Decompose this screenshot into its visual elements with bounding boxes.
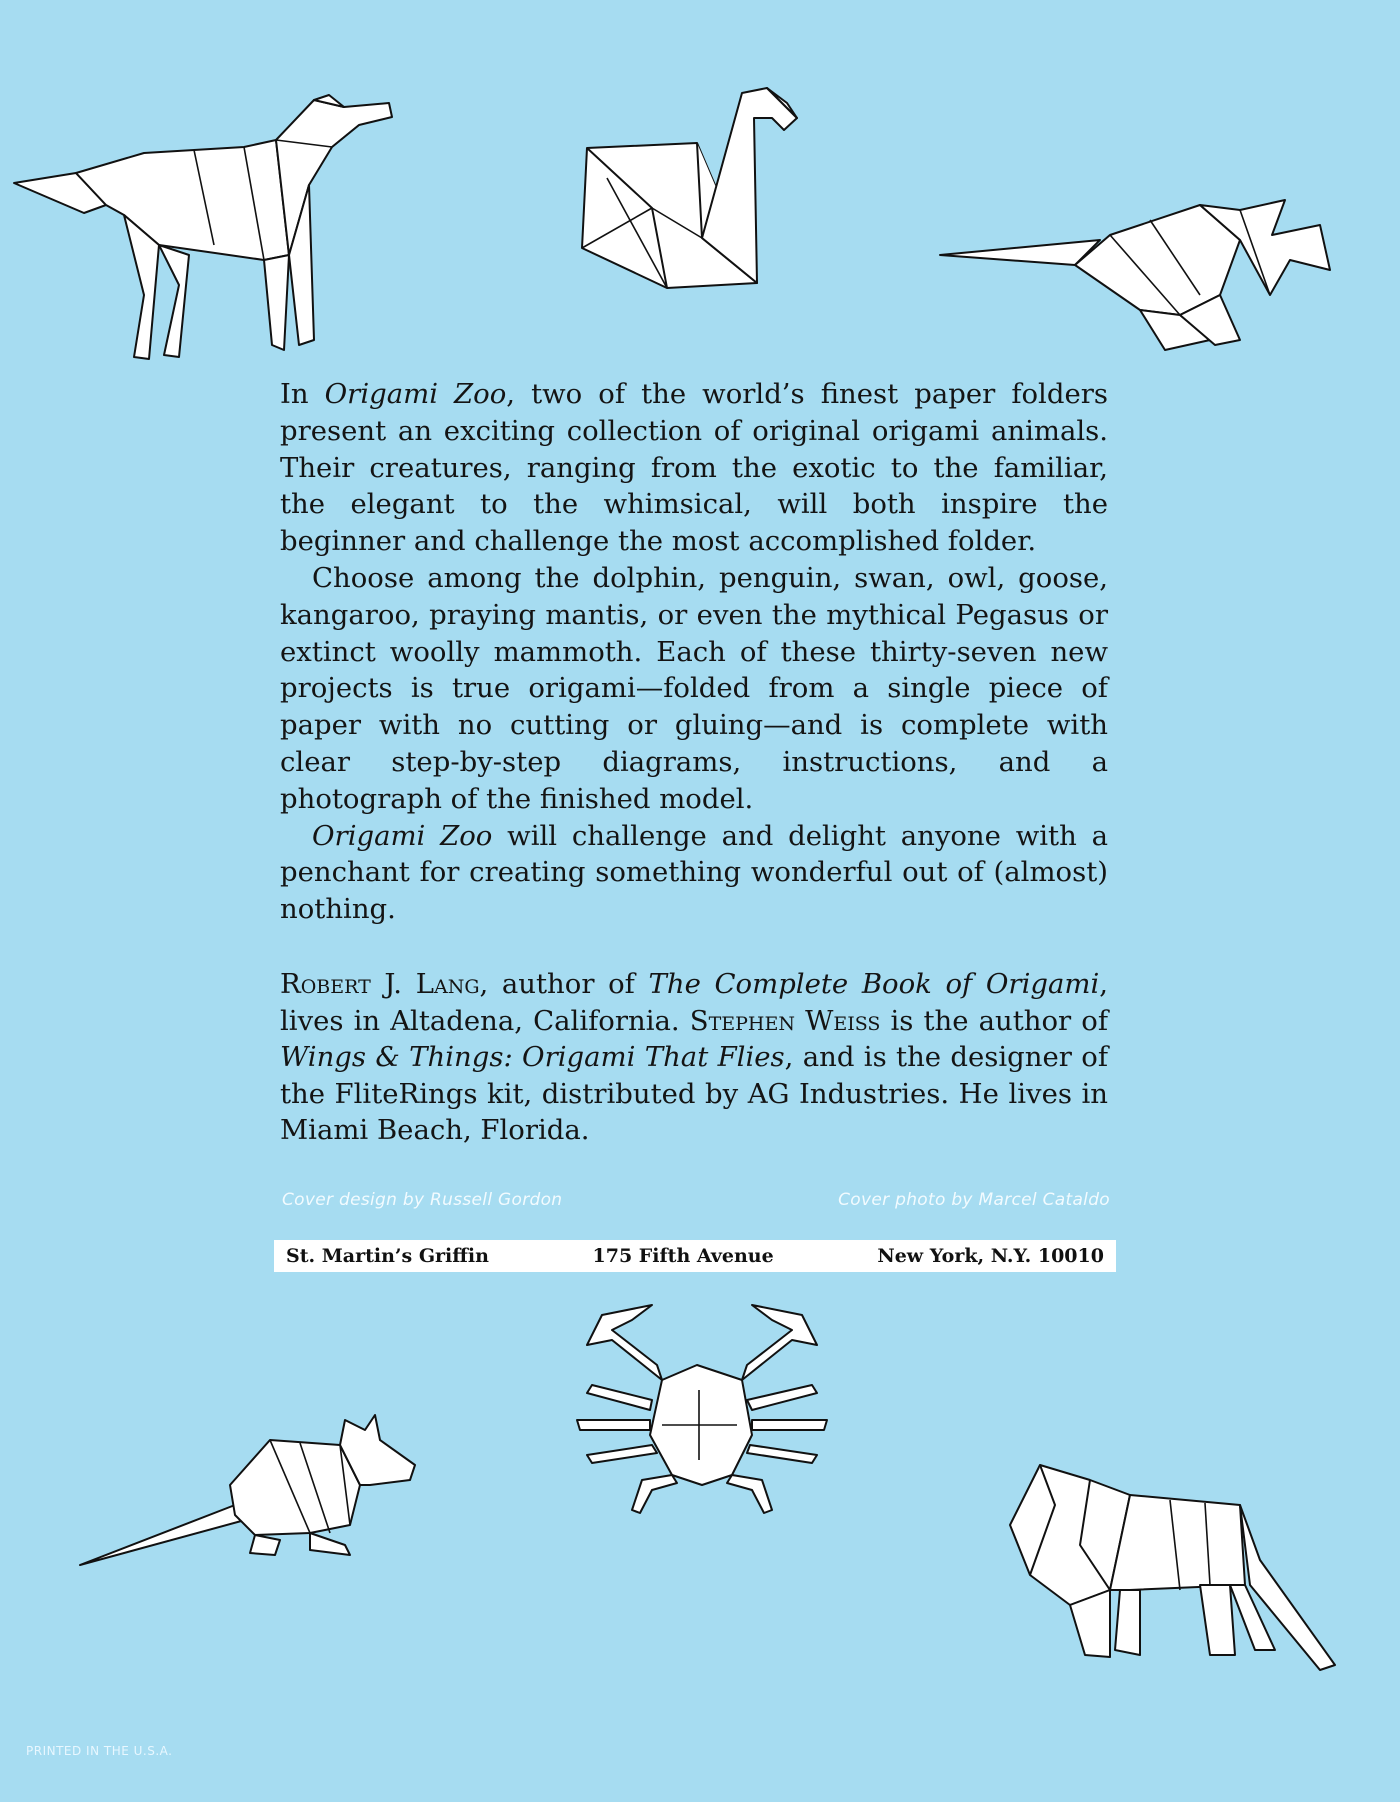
origami-lion-illustration — [1010, 1465, 1340, 1675]
description-paragraph-2: Choose among the dolphin, penguin, swan, owl, goose, kangaroo, praying mantis, or even the mythical Pegasus or extinct woolly mammoth. Each of these thirty-seven new projects is true origami—folded from a single piece of paper with no cutting or gluing—and is complete with clear step-by-step diagrams, instructions, and a photograph of the finished model. — [280, 561, 1108, 815]
publisher-city: New York, N.Y. 10010 — [877, 1245, 1104, 1267]
origami-dog-illustration — [14, 95, 404, 360]
book-title: The Complete Book of Origami — [648, 968, 1100, 1000]
book-title: Origami Zoo — [312, 819, 493, 852]
printed-in-notice: PRINTED IN THE U.S.A. — [26, 1744, 173, 1758]
origami-mouse-illustration — [80, 1405, 420, 1570]
origami-kangaroo-rat-illustration — [940, 200, 1350, 350]
author-name: Robert J. Lang — [280, 968, 480, 1000]
publisher-bar — [274, 1240, 1116, 1272]
publisher-name: St. Martin’s Griffin — [286, 1245, 489, 1267]
publisher-address: 175 Fifth Avenue — [592, 1245, 774, 1267]
origami-swan-illustration — [572, 88, 812, 298]
book-description — [280, 376, 1108, 928]
author-bio — [280, 966, 1108, 1149]
cover-photo-credit: Cover photo by Marcel Cataldo — [838, 1190, 1110, 1210]
book-title: Origami Zoo — [324, 378, 507, 410]
description-paragraph-3: Origami Zoo will challenge and delight anyone with a penchant for creating something wonderful out of (almost) nothing. — [280, 819, 1108, 926]
cover-design-credit: Cover design by Russell Gordon — [282, 1190, 563, 1210]
author-bio-paragraph: Robert J. Lang, author of The Complete Book of Origami, lives in Altadena, California. Stephen Weiss is the author of Wings & Things: Origami That Flies, and is the designer of the FliteRings kit, distributed by AG Industries. He lives in Miami Beach, Florida. — [280, 968, 1108, 1146]
author-name: Stephen Weiss — [689, 1004, 881, 1037]
description-paragraph-1: In Origami Zoo, two of the world’s finest paper folders present an exciting collection of original origami animals. Their creatures, ranging from the exotic to the familiar, the elegant to the whimsical, will both inspire the beginner and challenge the most accomplished folder. — [280, 378, 1108, 558]
book-title: Wings & Things: Origami That Flies — [280, 1041, 785, 1073]
origami-crab-illustration — [572, 1305, 832, 1515]
